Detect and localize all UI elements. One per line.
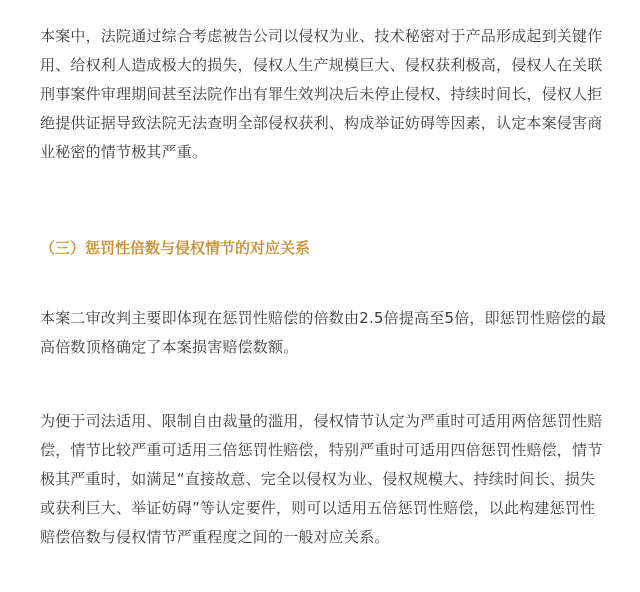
text-line: 极其严重时，如满足“直接故意、完全以侵权为业、侵权规模大、持续时间长、损失 (40, 470, 596, 488)
paragraph-case-severity (40, 22, 620, 167)
text-line: 偿，情节比较严重可适用三倍惩罚性赔偿，特别严重时可适用四倍惩罚性赔偿，情节 (40, 441, 603, 459)
text-line: 用、给权利人造成极大的损失，侵权人生产规模巨大、侵权获利极高，侵权人在关联 (40, 56, 603, 74)
text-line: 本案中，法院通过综合考虑被告公司以侵权为业、技术秘密对于产品形成起到关键作 (40, 27, 603, 45)
text-line: 为便于司法适用、限制自由裁量的滥用，侵权情节认定为严重时可适用两倍惩罚性赔 (40, 412, 603, 430)
text-line: 刑事案件审理期间甚至法院作出有罪生效判决后未停止侵权、持续时间长，侵权人拒 (40, 85, 603, 103)
text-line: 高倍数顶格确定了本案损害赔偿数额。 (40, 338, 299, 356)
paragraph-second-instance (40, 304, 620, 362)
text-line: 绝提供证据导致法院无法查明全部侵权获利、构成举证妨碍等因素，认定本案侵害商 (40, 114, 603, 132)
text-line: 本案二审改判主要即体现在惩罚性赔偿的倍数由2.5倍提高至5倍，即惩罚性赔偿的最 (40, 309, 607, 327)
section-heading: （三）惩罚性倍数与侵权情节的对应关系 (40, 239, 311, 257)
text-line: 赔偿倍数与侵权情节严重程度之间的一般对应关系。 (40, 528, 390, 546)
paragraph-multiplier-correspondence (40, 407, 620, 552)
text-line: 或获利巨大、举证妨碍”等认定要件，则可以适用五倍惩罚性赔偿，以此构建惩罚性 (40, 499, 596, 517)
text-line: 业秘密的情节极其严重。 (40, 143, 208, 161)
